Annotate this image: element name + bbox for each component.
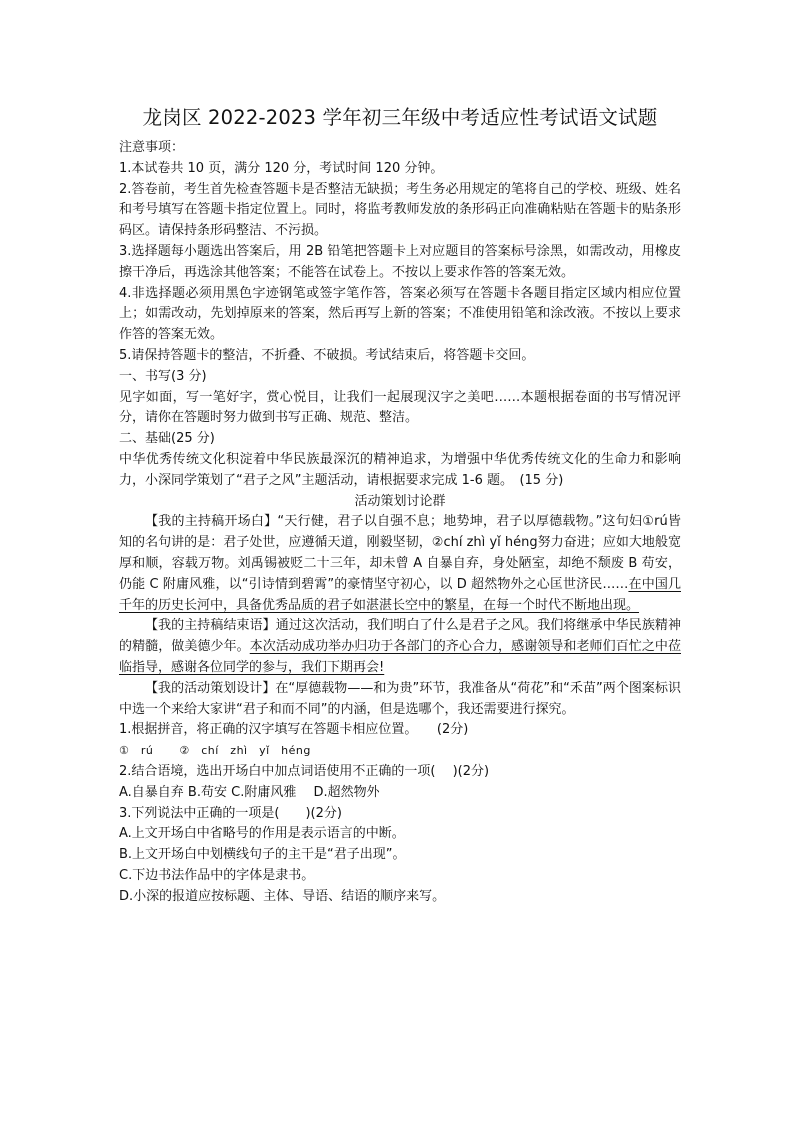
question-1-item-1: ① rú <box>119 744 154 758</box>
activity-title: 活动策划讨论群 <box>354 493 446 509</box>
design-paragraph: 【我的活动策划设计】在“厚德载物——和为贵”环节，我准备从“荷花”和“禾苗”两个图案标识中选一个来给大家讲“君子和而不同”的内涵，但是选哪个，我还需要进行探究。 <box>119 680 681 717</box>
notice-item-2: 2.答卷前，考生首先检查答题卡是否整洁无缺损；考生务必用规定的笔将自己的学校、班级、姓名和考号填写在答题卡指定位置上。同时，将监考教师发放的条形码正向准确粘贴在答题卡的贴条形码区。请保持条形码整洁、不污损。 <box>119 181 681 239</box>
notice-heading: 注意事项： <box>119 140 185 155</box>
closing-underlined: 本次活动成功举办归功于各部门的齐心合力，感谢领导和老师们百忙之中莅临指导，感谢各位同学的参与，我们下期再会! <box>119 639 681 675</box>
closing-paragraph <box>119 616 681 678</box>
question-1-items <box>119 741 681 762</box>
section1-heading: 一、书写(3 分) <box>119 368 207 384</box>
notice-item-1: 1.本试卷共 10 页，满分 120 分，考试时间 120 分钟。 <box>119 160 444 176</box>
closing-text: 【我的主持稿结束语】通过这次活动，我们明白了什么是君子之风。我们将继承中华民族精神的精髓，做美德少年。 <box>119 618 681 655</box>
question-2-options: A.自暴自弃 B.苟安 C.附庸风雅 D.超然物外 <box>119 784 380 800</box>
question-3-option-b: B.上文开场白中划横线句子的主干是“君子出现”。 <box>119 847 406 863</box>
question-3: 3.下列说法中正确的一项是( )(2分) <box>119 805 342 821</box>
notice-item-5: 5.请保持答题卡的整洁，不折叠、不破损。考试结束后，将答题卡交回。 <box>119 347 535 363</box>
underlined-sentence: 在中国几千年的历史长河中，具备优秀品质的君子如湛湛长空中的繁星，在每一个时代不断地出现。 <box>119 576 681 613</box>
opening-text: 【我的主持稿开场白】“天行健，君子以自强不息；地势坤，君子以厚德载物。”这句妇①rú皆知的名句讲的是：君子处世，应遵循天道，刚毅坚韧，②chí zhì yǐ héng努力奋进；应如大地般宽厚和顺，容载万物。刘禹锡被贬二十三年，却未曾 A 自暴自弃，身处陋室，却绝不颓废 B 苟安，仍能 C 附庸风雅，以“引诗情到碧霄”的豪情坚守初心，以 D 超然物外之心匡世济民…… <box>119 514 681 592</box>
question-3-option-a: A.上文开场白中省略号的作用是表示语言的中断。 <box>119 826 405 842</box>
exam-content <box>119 102 681 907</box>
section1-text: 见字如面，写一笔好字，赏心悦目，让我们一起展现汉字之美吧……本题根据卷面的书写情况评分，请你在答题时努力做到书写正确、规范、整洁。 <box>119 389 681 426</box>
section2-intro: 中华优秀传统文化积淀着中华民族最深沉的精神追求，为增强中华优秀传统文化的生命力和影响力，小深同学策划了“君子之风”主题活动，请根据要求完成 1-6 题。 (15 分) <box>119 451 681 488</box>
question-2: 2.结合语境，选出开场白中加点词语使用不正确的一项( )(2分) <box>119 763 490 779</box>
question-1: 1.根据拼音，将正确的汉字填写在答题卡相应位置。 (2分) <box>119 722 469 738</box>
notice-item-3: 3.选择题每小题选出答案后，用 2B 铅笔把答题卡上对应题目的答案标号涂黑，如需改动，用橡皮擦干净后，再选涂其他答案；不能答在试卷上。不按以上要求作答的答案无效。 <box>119 243 681 280</box>
question-3-option-c: C.下边书法作品中的字体是隶书。 <box>119 867 315 883</box>
section2-heading: 二、基础(25 分) <box>119 431 215 447</box>
opening-paragraph <box>119 512 681 616</box>
question-3-option-d: D.小深的报道应按标题、主体、导语、结语的顺序来写。 <box>119 888 446 904</box>
notice-item-4: 4.非选择题必须用黑色字迹钢笔或签字笔作答，答案必须写在答题卡各题目指定区域内相应位置上；如需改动，先划掉原来的答案，然后再写上新的答案；不准使用铅笔和涂改液。不按以上要求作答的答案无效。 <box>119 285 681 343</box>
question-1-item-2: ② chí zhì yǐ héng <box>179 744 311 758</box>
exam-title: 龙岗区 2022-2023 学年初三年级中考适应性考试语文试题 <box>142 106 658 129</box>
